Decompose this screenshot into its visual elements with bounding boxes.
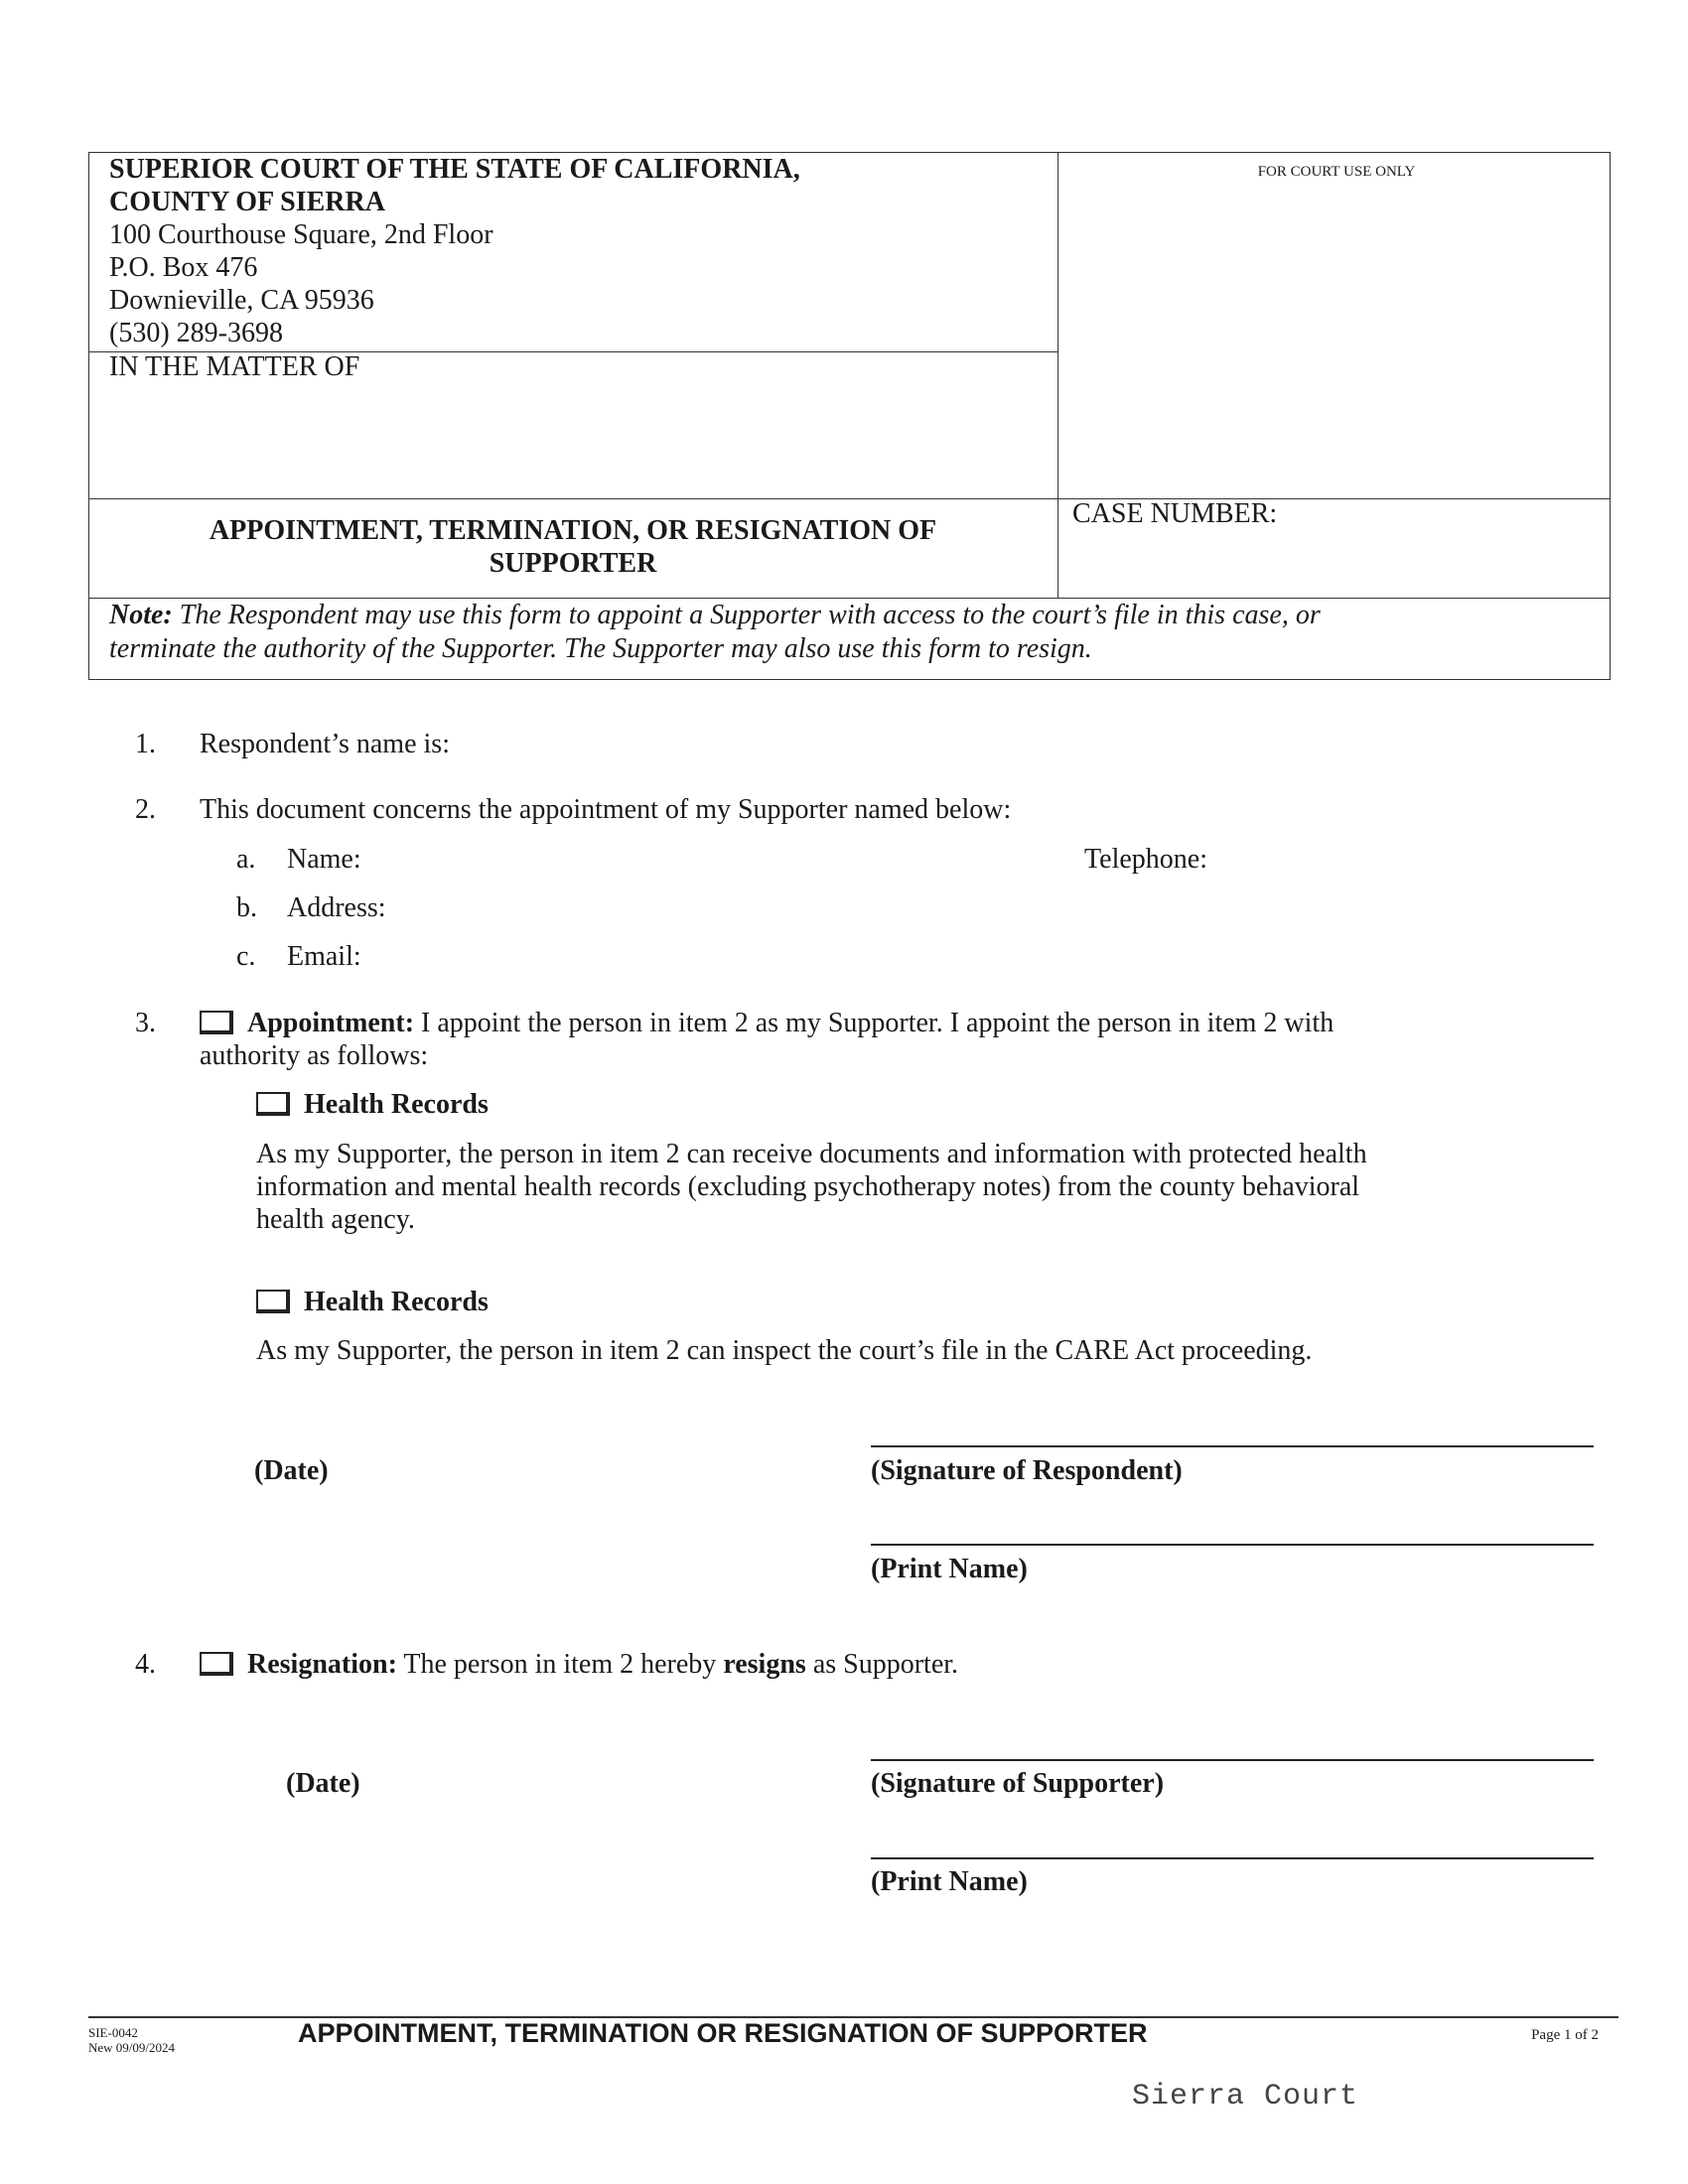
health-records-option-2: Health Records: [256, 1286, 489, 1318]
supporter-name-label: Name:: [287, 844, 361, 875]
note: Note: The Respondent may use this form to appoint a Supporter with access to the court’s file in this case, or terminate the authority of the Supporter. The Supporter may also use this form to resign.: [109, 600, 1321, 664]
item-number: 2.: [135, 794, 156, 825]
sub-letter: a.: [236, 844, 256, 875]
date-label: (Date): [254, 1455, 329, 1486]
appointment-item: Appointment: I appoint the person in item 2 as my Supporter. I appoint the person in item 2 with: [200, 1007, 1610, 1039]
footer-title: APPOINTMENT, TERMINATION OR RESIGNATION OF SUPPORTER: [298, 2018, 1148, 2048]
court-address: 100 Courthouse Square, 2nd Floor P.O. Box 476 Downieville, CA 95936 (530) 289-3698: [109, 219, 493, 348]
caption-divider: [1057, 152, 1058, 598]
sub-letter: b.: [236, 892, 257, 923]
caption-rule: [88, 498, 1611, 499]
health-records-checkbox-1[interactable]: [256, 1092, 290, 1116]
telephone-label: Telephone:: [1084, 844, 1207, 875]
form-code: SIE-0042 New 09/09/2024: [88, 2025, 176, 2055]
supporter-intro: This document concerns the appointment of my Supporter named below:: [200, 794, 1012, 825]
resignation-checkbox[interactable]: [200, 1652, 233, 1676]
print-name-label: (Print Name): [871, 1866, 1028, 1897]
respondent-name-label: Respondent’s name is:: [200, 729, 450, 759]
matter-label: IN THE MATTER OF: [109, 351, 360, 382]
court-name: SUPERIOR COURT OF THE STATE OF CALIFORNIA, COUNTY OF SIERRA: [109, 154, 800, 217]
supporter-signature-label: (Signature of Supporter): [871, 1768, 1165, 1799]
page-number: Page 1 of 2: [1531, 2027, 1599, 2043]
print-name-line[interactable]: [871, 1857, 1594, 1859]
address-label: Address:: [287, 892, 386, 923]
respondent-signature-label: (Signature of Respondent): [871, 1455, 1183, 1486]
item-number: 1.: [135, 729, 156, 759]
supporter-signature-line[interactable]: [871, 1759, 1594, 1761]
form-title: APPOINTMENT, TERMINATION, OR RESIGNATION OF SUPPORTER: [209, 515, 937, 579]
respondent-signature-line[interactable]: [871, 1445, 1594, 1447]
print-name-line[interactable]: [871, 1544, 1594, 1546]
resignation-item: Resignation: The person in item 2 hereby resigns as Supporter.: [200, 1648, 958, 1681]
health-records-option-1: Health Records: [256, 1088, 489, 1121]
sub-letter: c.: [236, 941, 256, 972]
court-file-desc: As my Supporter, the person in item 2 can inspect the court’s file in the CARE Act proceeding.: [256, 1335, 1313, 1366]
item-number: 4.: [135, 1649, 156, 1680]
health-records-desc-1: As my Supporter, the person in item 2 can receive documents and information with protected health information and mental health records (excluding psychotherapy notes) from the county behavioral health agency.: [256, 1139, 1367, 1235]
item-number: 3.: [135, 1008, 156, 1038]
print-name-label: (Print Name): [871, 1554, 1028, 1584]
appointment-checkbox[interactable]: [200, 1011, 233, 1034]
case-number-label: CASE NUMBER:: [1072, 498, 1278, 529]
appointment-text-cont: authority as follows:: [200, 1040, 429, 1071]
health-records-checkbox-2[interactable]: [256, 1290, 290, 1313]
date-label: (Date): [286, 1768, 360, 1799]
court-stamp: Sierra Court: [1132, 2080, 1359, 2114]
email-label: Email:: [287, 941, 361, 972]
court-use-label: FOR COURT USE ONLY: [1257, 164, 1416, 180]
